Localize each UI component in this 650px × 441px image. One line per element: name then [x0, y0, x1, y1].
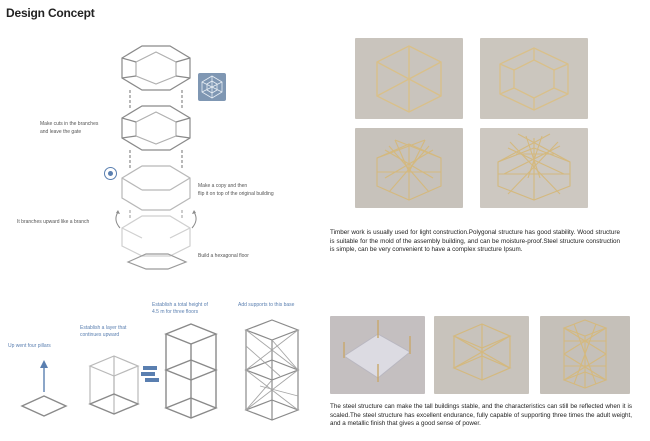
- timber-photo-dome: [480, 38, 588, 119]
- steel-description: The steel structure can make the tall buildings stable, and the characteristics can still be reflected when it is scaled.The steel structure has excellent endurance, fully capable of supporting three times the adult weight, and a metallic finish that gives a good sense of power.: [330, 403, 632, 428]
- step4-diagram: [240, 316, 304, 424]
- curved-arrow-icon: [112, 210, 122, 230]
- annotation-copy: Make a copy and then flip it on top of the original building: [198, 183, 274, 197]
- annotation-floor: Build a hexagonal floor: [198, 253, 249, 259]
- timber-description: Timber work is usually used for light construction.Polygonal structure has good stability. Wood structure is suitable for the mold of the assembly building, and can be moisture-proof.Steel structure construction is simple, can be very convenient to have a complex structure Ipsum.: [330, 229, 620, 254]
- hexagon-stack-diagram: [100, 40, 210, 270]
- timber-photo-complex-1: [355, 128, 463, 208]
- step2-label: Establish a layer that continues upward: [80, 325, 127, 338]
- annotation-cuts: Make cuts in the branches and leave the gate: [40, 121, 99, 135]
- timber-photo-hexagon: [355, 38, 463, 119]
- steel-photo-frame: [434, 316, 529, 394]
- annotation-branches: It branches upward like a branch: [17, 219, 90, 225]
- page-title: Design Concept: [6, 6, 95, 20]
- step2-diagram: [84, 352, 144, 422]
- step3-label: Establish a total height of 4.5 m for three floors: [152, 302, 208, 315]
- steel-photo-tower: [540, 316, 630, 394]
- step4-label: Add supports to this base: [238, 302, 295, 308]
- curved-arrow-icon-right: [190, 210, 200, 230]
- step3-diagram: [160, 318, 222, 424]
- pattern-tile: [198, 73, 226, 101]
- step-marker-icon: [104, 167, 117, 180]
- step1-label: Up went four pillars: [8, 343, 51, 349]
- step1-diagram: [18, 358, 70, 420]
- timber-photo-complex-2: [480, 128, 588, 208]
- layers-icon: [140, 366, 160, 382]
- steel-photo-base: [330, 316, 425, 394]
